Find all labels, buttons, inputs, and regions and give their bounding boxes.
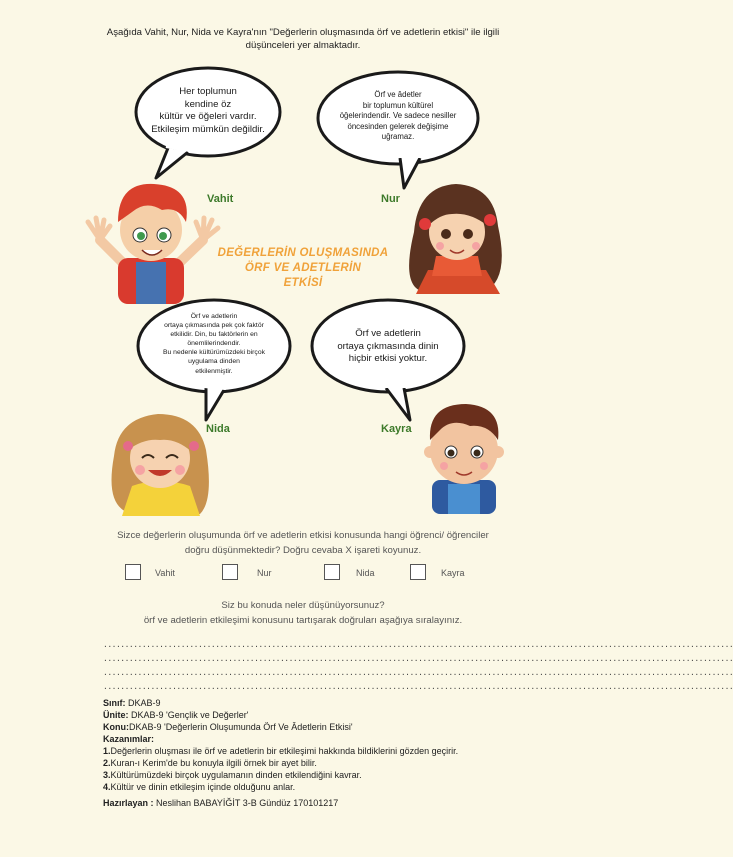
intro-line-2: düşünceleri yer almaktadır.: [245, 40, 361, 51]
option-label-kayra: Kayra: [441, 568, 465, 578]
kayra-illustration: [424, 404, 504, 514]
answer-line[interactable]: ..................................................................................................................................................: [103, 668, 733, 677]
answer-options: [0, 564, 606, 584]
kazanim-item: [103, 781, 503, 793]
bubble-nur-line: öğelerindendir. Ve sadece nesiller: [339, 111, 457, 121]
info-hazirlayan-value: Neslihan BABAYİĞİT 3-B Gündüz 170101217: [153, 798, 339, 808]
center-title: [200, 246, 406, 291]
info-hazirlayan: [103, 797, 503, 809]
center-title-line: ÖRF VE ADETLERİN: [244, 262, 362, 274]
name-vahit: Vahit: [207, 193, 234, 205]
checkbox-vahit[interactable]: [125, 564, 141, 580]
answer-line[interactable]: ..................................................................................................................................................: [103, 682, 733, 691]
checkbox-nida[interactable]: [324, 564, 340, 580]
bubble-vahit-text: [146, 86, 270, 136]
kazanim-number: 1.: [103, 746, 111, 756]
bubble-nida-line: etkilidir. Din, bu faktörlerin en: [170, 331, 258, 339]
prompt-text: [60, 598, 546, 628]
bubble-kayra-line: ortaya çıkmasında dinin: [337, 340, 439, 352]
bubble-vahit-line: Her toplumun: [179, 86, 237, 97]
info-unite: [103, 709, 503, 721]
kazanim-item: [103, 769, 503, 781]
bubble-nur-text: [324, 90, 472, 143]
prompt-line-2: örf ve adetlerin etkileşimi konusunu tartışarak doğruları aşağıya sıralayınız.: [143, 615, 463, 626]
question-line-2: doğru düşünmektedir? Doğru cevaba X işareti koyunuz.: [184, 545, 422, 556]
kazanim-text: Kültürümüzdeki birçok uygulamanın dinden etkilendiğini kavrar.: [110, 770, 362, 780]
kazanim-text: Değerlerin oluşması ile örf ve adetlerin bir etkileşimi hakkında bildiklerini gözden geçirir.: [110, 746, 459, 756]
bubble-vahit-line: kültür ve öğeleri vardır.: [159, 111, 257, 122]
kazanim-number: 4.: [103, 782, 111, 792]
intro-line-1: Aşağıda Vahit, Nur, Nida ve Kayra'nın "Değerlerin oluşmasında örf ve adetlerin etkisi" ile ilgili: [106, 27, 500, 38]
bubble-nur-line: Örf ve âdetler: [374, 90, 422, 99]
nida-illustration: [112, 414, 209, 516]
name-nur: Nur: [381, 193, 400, 205]
kazanim-text: Kuran-ı Kerim'de bu konuyla ilgili örnek bir ayet bilir.: [110, 758, 317, 768]
bubble-nida-line: Bu nedenle kültürümüzdeki birçok: [162, 349, 265, 357]
vahit-illustration: [88, 184, 218, 304]
kazanim-item: [103, 757, 503, 769]
answer-line[interactable]: ..................................................................................................................................................: [103, 640, 733, 649]
answer-line[interactable]: ..................................................................................................................................................: [103, 654, 733, 663]
prompt-line-1: Siz bu konuda neler düşünüyorsunuz?: [221, 600, 385, 611]
center-title-line: DEĞERLERİN OLUŞMASINDA: [217, 247, 389, 259]
info-sinif-label: Sınıf:: [103, 698, 126, 708]
info-kazanim-label: Kazanımlar:: [103, 734, 155, 744]
info-hazirlayan-label: Hazırlayan :: [103, 798, 154, 808]
kazanim-text: Kültür ve dinin etkileşim içinde olduğunu anlar.: [110, 782, 296, 792]
bubble-vahit-line: Etkileşim mümkün değildir.: [151, 123, 265, 135]
kazanim-number: 2.: [103, 758, 111, 768]
kazanim-item: [103, 745, 503, 757]
bubble-nida-line: Örf ve adetlerin: [190, 313, 238, 320]
kazanim-number: 3.: [103, 770, 111, 780]
bubble-nur-line: bir toplumun kültürel: [362, 100, 434, 110]
bubble-nida-line: etkilenmiştir.: [195, 367, 233, 375]
bubble-kayra-text: [322, 328, 454, 366]
info-sinif-value: DKAB-9: [125, 698, 161, 708]
question-line-1: Sizce değerlerin oluşumunda örf ve adetlerin etkisi konusunda hangi öğrenci/ öğrenciler: [117, 530, 489, 541]
bubble-nur-line: uğramaz.: [381, 132, 415, 142]
info-konu-label: Konu:: [103, 722, 129, 732]
nur-illustration: [409, 184, 502, 294]
checkbox-nur[interactable]: [222, 564, 238, 580]
bubble-kayra-line: hiçbir etkisi yoktur.: [348, 353, 428, 364]
bubble-nida-line: ortaya çıkmasında pek çok faktör: [164, 322, 264, 330]
option-label-nur: Nur: [257, 568, 272, 578]
info-unite-value: DKAB-9 'Gençlik ve Değerler': [128, 710, 249, 720]
option-label-vahit: Vahit: [155, 568, 175, 578]
bubble-nida-line: uygulama dinden: [188, 358, 240, 366]
info-unite-label: Ünite:: [103, 710, 129, 720]
checkbox-kayra[interactable]: [410, 564, 426, 580]
bubble-kayra-line: Örf ve adetlerin: [355, 328, 421, 339]
option-label-nida: Nida: [356, 568, 375, 578]
name-kayra: Kayra: [381, 423, 412, 435]
info-konu-value: DKAB-9 'Değerlerin Oluşumunda Örf Ve Âdetlerin Etkisi': [129, 722, 353, 732]
bubble-nur-line: öncesinden gelerek değişime: [347, 121, 449, 131]
question-text: [60, 528, 546, 558]
lesson-info: [103, 697, 503, 809]
center-title-line: ETKİSİ: [283, 277, 323, 289]
bubble-nida-line: önemlilerindendir.: [187, 340, 241, 348]
bubble-nida-text: [146, 312, 282, 376]
info-sinif: [103, 697, 503, 709]
info-konu: [103, 721, 503, 733]
name-nida: Nida: [206, 423, 230, 435]
bubble-vahit-line: kendine öz: [184, 98, 232, 110]
